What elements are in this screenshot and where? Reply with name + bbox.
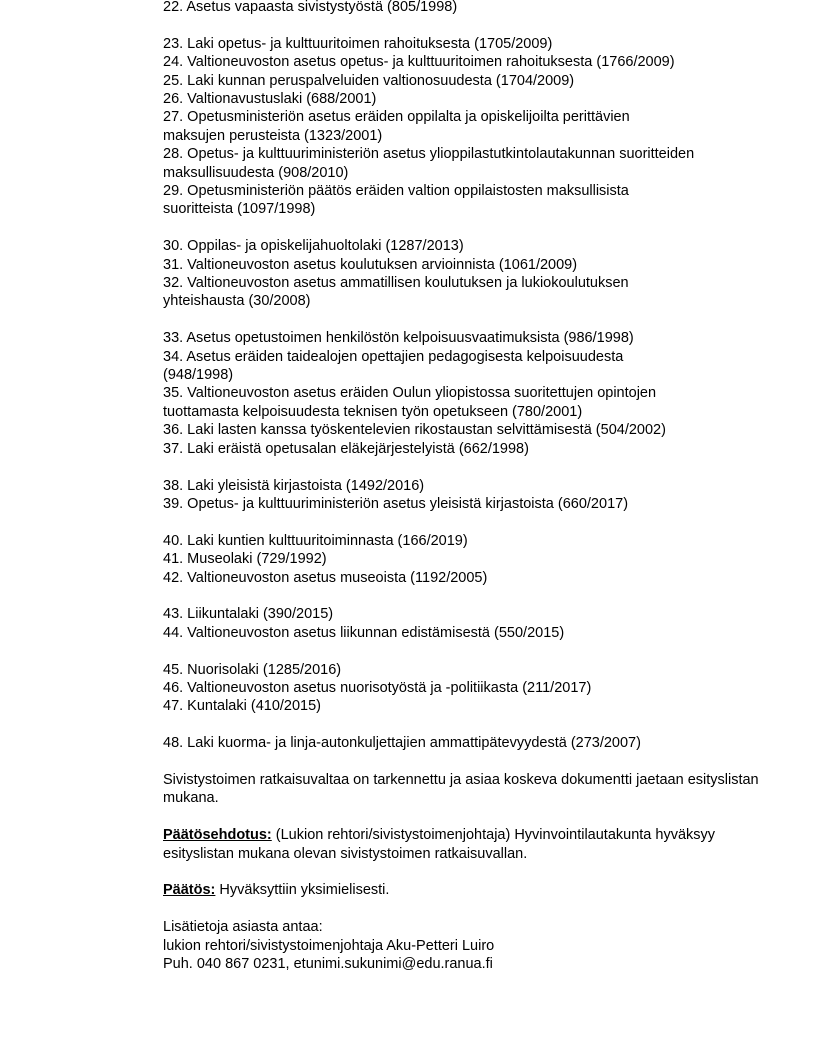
law-item: 46. Valtioneuvoston asetus nuorisotyöstä ja -politiikasta (211/2017) xyxy=(163,679,592,696)
spacer xyxy=(163,587,763,605)
law-item: 34. Asetus eräiden taidealojen opettajien pedagogisesta kelpoisuudesta xyxy=(163,348,624,365)
law-item: 32. Valtioneuvoston asetus ammatillisen koulutuksen ja lukiokoulutuksen xyxy=(163,275,629,292)
law-item: 40. Laki kuntien kulttuuritoiminnasta (166/2019) xyxy=(163,532,468,549)
law-item: 22. Asetus vapaasta sivistystyöstä (805/1998) xyxy=(163,0,458,15)
spacer xyxy=(163,863,763,881)
law-item: 29. Opetusministeriön päätös eräiden valtion oppilaistosten maksullisista xyxy=(163,183,629,200)
contact-phone: Puh. 040 867 0231, etunimi.sukunimi@edu.ranua.fi xyxy=(163,955,493,972)
law-item: yhteishausta (30/2008) xyxy=(163,293,311,310)
law-item: 25. Laki kunnan peruspalveluiden valtionosuudesta (1704/2009) xyxy=(163,72,575,89)
law-item: (948/1998) xyxy=(163,367,234,384)
spacer xyxy=(163,458,763,476)
law-item: 38. Laki yleisistä kirjastoista (1492/2016) xyxy=(163,477,425,494)
contact-person: lukion rehtori/sivistystoimenjohtaja Aku-Petteri Luiro xyxy=(163,937,495,954)
law-item: 36. Laki lasten kanssa työskentelevien rikostaustan selvittämisestä (504/2002) xyxy=(163,422,666,439)
contact-block xyxy=(163,918,763,973)
law-item: 33. Asetus opetustoimen henkilöstön kelpoisuusvaatimuksista (986/1998) xyxy=(163,330,634,347)
decision-text: Hyväksyttiin yksimielisesti. xyxy=(215,882,390,899)
law-item: tuottamasta kelpoisuudesta teknisen työn opetukseen (780/2001) xyxy=(163,403,583,420)
spacer xyxy=(163,513,763,531)
document-page xyxy=(163,0,763,973)
decision-label: Päätös: xyxy=(163,882,216,899)
law-item: 43. Liikuntalaki (390/2015) xyxy=(163,606,334,623)
law-item: 23. Laki opetus- ja kulttuuritoimen rahoituksesta (1705/2009) xyxy=(163,35,553,52)
law-item: 31. Valtioneuvoston asetus koulutuksen arvioinnista (1061/2009) xyxy=(163,256,578,273)
law-list xyxy=(163,0,763,753)
law-item: 37. Laki eräistä opetusalan eläkejärjestelyistä (662/1998) xyxy=(163,440,529,457)
spacer xyxy=(163,753,763,771)
law-item: 44. Valtioneuvoston asetus liikunnan edistämisestä (550/2015) xyxy=(163,624,565,641)
spacer xyxy=(163,900,763,918)
decision-paragraph xyxy=(163,881,763,899)
spacer xyxy=(163,16,763,34)
proposal-text: (Lukion rehtori/sivistystoimenjohtaja) Hyvinvointilautakunta hyväksyy esityslistan mukana olevan sivistystoimen ratkaisuvallan. xyxy=(163,827,720,862)
contact-heading: Lisätietoja asiasta antaa: xyxy=(163,919,323,936)
spacer xyxy=(163,642,763,660)
proposal-label: Päätösehdotus: xyxy=(163,827,272,844)
law-item: 28. Opetus- ja kulttuuriministeriön asetus ylioppilastutkintolautakunnan suoritteiden maksullisuudesta (908/2010) xyxy=(163,146,699,181)
law-item: 26. Valtionavustuslaki (688/2001) xyxy=(163,91,377,108)
law-item: 24. Valtioneuvoston asetus opetus- ja kulttuuritoimen rahoituksesta (1766/2009) xyxy=(163,54,675,71)
law-item: 35. Valtioneuvoston asetus eräiden Oulun yliopistossa suoritettujen opintojen xyxy=(163,385,657,402)
spacer xyxy=(163,716,763,734)
proposal-paragraph xyxy=(163,826,763,863)
law-item: 45. Nuorisolaki (1285/2016) xyxy=(163,661,342,678)
law-item: 42. Valtioneuvoston asetus museoista (1192/2005) xyxy=(163,569,488,586)
note-paragraph: Sivistystoimen ratkaisuvaltaa on tarkennettu ja asiaa koskeva dokumentti jaetaan esityslistan mukana. xyxy=(163,771,763,807)
law-item: maksujen perusteista (1323/2001) xyxy=(163,127,383,144)
law-item: 27. Opetusministeriön asetus eräiden oppilalta ja opiskelijoilta perittävien xyxy=(163,109,630,126)
spacer xyxy=(163,311,763,329)
law-item: 41. Museolaki (729/1992) xyxy=(163,551,327,568)
law-item: 48. Laki kuorma- ja linja-autonkuljettajien ammattipätevyydestä (273/2007) xyxy=(163,735,641,752)
spacer xyxy=(163,808,763,826)
law-item: 30. Oppilas- ja opiskelijahuoltolaki (1287/2013) xyxy=(163,238,464,255)
law-item: suoritteista (1097/1998) xyxy=(163,201,316,218)
law-item: 47. Kuntalaki (410/2015) xyxy=(163,698,321,715)
spacer xyxy=(163,219,763,237)
law-item: 39. Opetus- ja kulttuuriministeriön asetus yleisistä kirjastoista (660/2017) xyxy=(163,495,629,512)
